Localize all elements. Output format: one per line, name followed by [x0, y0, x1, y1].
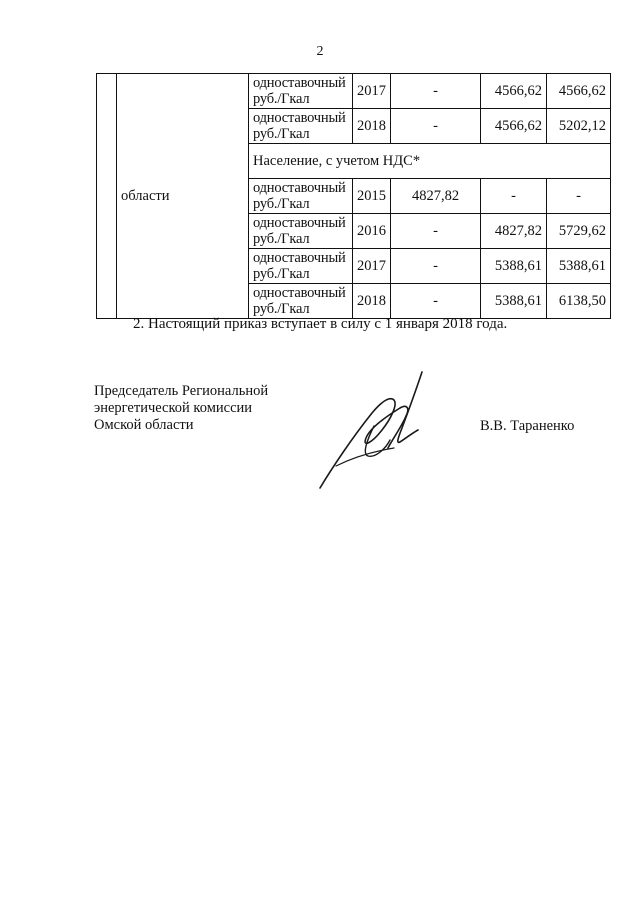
value-cell: - — [391, 214, 481, 249]
year-cell: 2017 — [353, 74, 391, 109]
value-cell: 5729,62 — [547, 214, 611, 249]
order-clause: 2. Настоящий приказ вступает в силу с 1 января 2018 года. — [133, 316, 508, 332]
year-cell: 2018 — [353, 109, 391, 144]
unit-cell: одноставочный руб./Гкал — [249, 179, 353, 214]
page-number: 2 — [316, 44, 324, 59]
value-cell: 5388,61 — [481, 249, 547, 284]
signer-title-line: Председатель Региональной — [94, 383, 269, 399]
year-cell: 2018 — [353, 284, 391, 319]
value-cell: 4566,62 — [481, 74, 547, 109]
signature-icon — [312, 368, 442, 493]
signer-title-line: энергетической комиссии — [94, 400, 253, 416]
value-cell: - — [547, 179, 611, 214]
unit-cell: одноставочный руб./Гкал — [249, 109, 353, 144]
unit-cell: одноставочный руб./Гкал — [249, 74, 353, 109]
value-cell: - — [391, 249, 481, 284]
value-cell: 4566,62 — [481, 109, 547, 144]
signer-name: В.В. Тараненко — [480, 418, 575, 434]
unit-cell: одноставочный руб./Гкал — [249, 284, 353, 319]
value-cell: 5388,61 — [547, 249, 611, 284]
number-cell — [97, 74, 117, 319]
year-cell: 2015 — [353, 179, 391, 214]
value-cell: - — [391, 284, 481, 319]
value-cell: 6138,50 — [547, 284, 611, 319]
value-cell: 5202,12 — [547, 109, 611, 144]
table-row — [97, 74, 611, 109]
tariff-table — [96, 73, 611, 319]
value-cell: 4566,62 — [547, 74, 611, 109]
signer-title — [94, 383, 268, 434]
group-header: Население, с учетом НДС* — [249, 144, 611, 179]
region-cell: области — [117, 74, 249, 319]
unit-cell: одноставочный руб./Гкал — [249, 214, 353, 249]
year-cell: 2016 — [353, 214, 391, 249]
value-cell: - — [481, 179, 547, 214]
value-cell: - — [391, 109, 481, 144]
value-cell: - — [391, 74, 481, 109]
value-cell: 5388,61 — [481, 284, 547, 319]
value-cell: 4827,82 — [481, 214, 547, 249]
unit-cell: одноставочный руб./Гкал — [249, 249, 353, 284]
year-cell: 2017 — [353, 249, 391, 284]
signer-title-line: Омской области — [94, 417, 194, 433]
value-cell: 4827,82 — [391, 179, 481, 214]
